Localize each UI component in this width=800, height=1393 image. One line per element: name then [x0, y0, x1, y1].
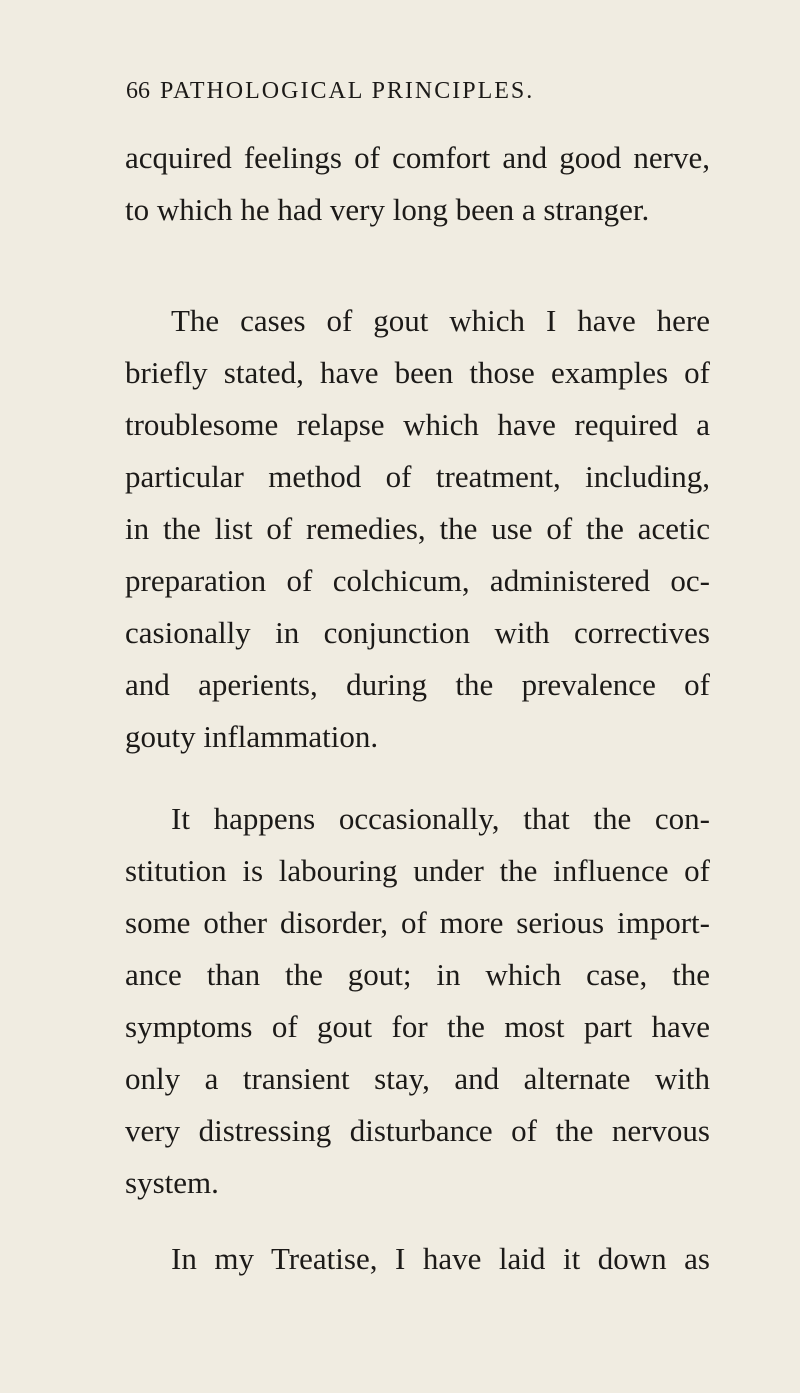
text-line: some other disorder, of more serious import- [125, 905, 710, 940]
text-line: symptoms of gout for the most part have [125, 1009, 710, 1044]
paragraph-4 [125, 1233, 710, 1285]
paragraph-1 [125, 132, 710, 236]
text-line: casionally in conjunction with correctives [125, 615, 710, 650]
page-number: 66 [126, 78, 150, 104]
text-line: and aperients, during the prevalence of [125, 667, 710, 702]
text-line: to which he had very long been a stranger. [125, 192, 650, 227]
text-line: preparation of colchicum, administered oc- [125, 563, 710, 598]
text-line: gouty inflammation. [125, 719, 379, 754]
text-line: stitution is labouring under the influence of [125, 853, 710, 888]
text-line: in the list of remedies, the use of the acetic [125, 511, 710, 546]
text-line: In my Treatise, I have laid it down as [171, 1241, 710, 1276]
text-line: particular method of treatment, including, [125, 459, 710, 494]
running-title: PATHOLOGICAL PRINCIPLES. [160, 78, 535, 104]
text-line: acquired feelings of comfort and good nerve, [125, 140, 710, 175]
text-line: briefly stated, have been those examples of [125, 355, 710, 390]
text-line: very distressing disturbance of the nervous [125, 1113, 710, 1148]
text-line: It happens occasionally, that the con- [171, 801, 710, 836]
paragraph-2 [125, 295, 710, 763]
text-line: The cases of gout which I have here [171, 303, 710, 338]
text-line: troublesome relapse which have required a [125, 407, 710, 442]
text-line: system. [125, 1165, 219, 1200]
paragraph-3 [125, 793, 710, 1209]
text-line: ance than the gout; in which case, the [125, 957, 710, 992]
text-line: only a transient stay, and alternate with [125, 1061, 710, 1096]
